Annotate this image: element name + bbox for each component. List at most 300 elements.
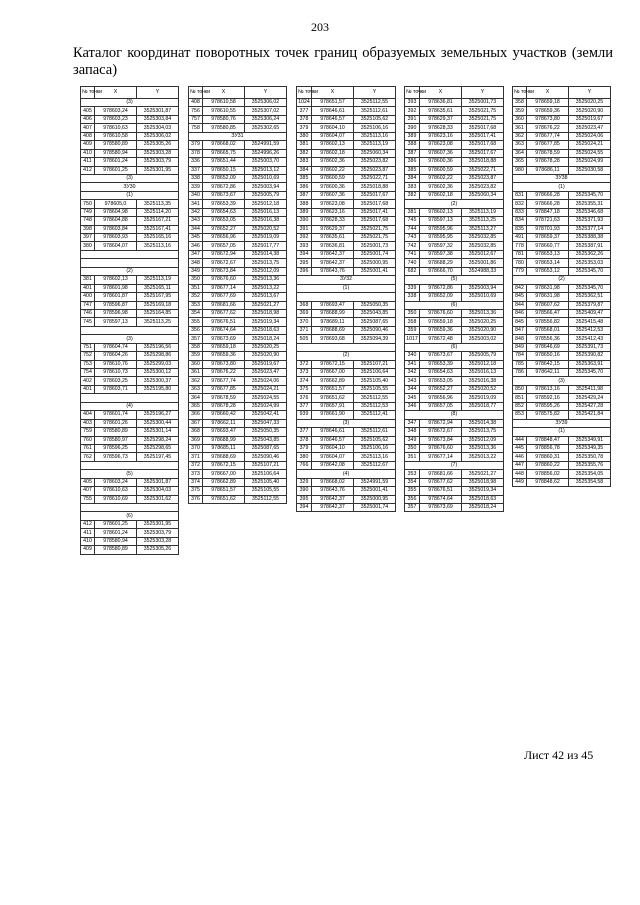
- point-number-cell: 361: [189, 369, 203, 377]
- table-row: [405, 208, 504, 216]
- header-point-number: № точки: [81, 87, 95, 99]
- section-label: (2): [405, 200, 504, 208]
- x-coordinate-cell: 978688,29: [420, 259, 462, 267]
- y-coordinate-cell: 3525013,22: [462, 453, 504, 461]
- y-coordinate-cell: 3525023,87: [462, 174, 504, 182]
- y-coordinate-cell: 3525021,75: [462, 115, 504, 123]
- table-row: [189, 284, 287, 292]
- table-row: [405, 132, 504, 140]
- x-coordinate-cell: 978653,13: [527, 250, 569, 258]
- x-coordinate-cell: 978651,57: [312, 385, 354, 393]
- x-coordinate-cell: 978602,13: [95, 276, 137, 284]
- x-coordinate-cell: 978602,18: [420, 191, 462, 199]
- x-coordinate-cell: 978613,16: [527, 385, 569, 393]
- section-label: (6): [405, 301, 504, 309]
- y-coordinate-cell: 3525167,41: [137, 225, 179, 233]
- table-row: [405, 394, 504, 402]
- point-number-cell: 381: [405, 208, 420, 216]
- point-number-cell: 849: [513, 343, 527, 351]
- table-row: [81, 343, 179, 351]
- point-number-cell: 380: [81, 242, 95, 250]
- x-coordinate-cell: 978653,05: [420, 377, 462, 385]
- y-coordinate-cell: 3525304,03: [137, 487, 179, 495]
- y-coordinate-cell: 3525167,21: [137, 217, 179, 225]
- table-row: [189, 208, 287, 216]
- section-row: [513, 419, 611, 427]
- x-coordinate-cell: 978677,74: [527, 132, 569, 140]
- header-x: X: [312, 87, 354, 99]
- point-number-cell: 408: [189, 99, 203, 107]
- table-row: [81, 276, 179, 284]
- x-coordinate-cell: 978678,28: [203, 402, 245, 410]
- x-coordinate-cell: 978651,57: [203, 487, 245, 495]
- x-coordinate-cell: 978701,93: [527, 225, 569, 233]
- y-coordinate-cell: 3525301,87: [137, 107, 179, 115]
- point-number-cell: 355: [405, 487, 420, 495]
- point-number-cell: 373: [189, 470, 203, 478]
- table-row: [297, 377, 396, 385]
- section-label: [81, 504, 179, 512]
- point-number-cell: 387: [297, 191, 312, 199]
- table-row: [405, 217, 504, 225]
- x-coordinate-cell: 978595,26: [527, 402, 569, 410]
- header-point-number: № точки: [513, 87, 527, 99]
- section-row: [297, 352, 396, 360]
- section-label: (4): [81, 402, 179, 410]
- point-number-cell: 354: [189, 309, 203, 317]
- table-row: [189, 326, 287, 334]
- point-number-cell: 343: [189, 217, 203, 225]
- x-coordinate-cell: 978635,61: [420, 107, 462, 115]
- y-coordinate-cell: 3525113,16: [137, 242, 179, 250]
- y-coordinate-cell: 3525306,02: [137, 132, 179, 140]
- y-coordinate-cell: 3525113,19: [462, 208, 504, 216]
- y-coordinate-cell: 3525019,67: [245, 360, 287, 368]
- header-x: X: [527, 87, 569, 99]
- section-row: [81, 259, 179, 267]
- y-coordinate-cell: 3525113,27: [462, 225, 504, 233]
- x-coordinate-cell: 978689,11: [312, 318, 354, 326]
- point-number-cell: 446: [513, 453, 527, 461]
- x-coordinate-cell: 978677,85: [203, 385, 245, 393]
- table-header-row: [189, 87, 287, 99]
- point-number-cell: 386: [405, 158, 420, 166]
- x-coordinate-cell: 978676,22: [203, 369, 245, 377]
- y-coordinate-cell: 3525305,26: [137, 141, 179, 149]
- x-coordinate-cell: 978847,18: [527, 208, 569, 216]
- table-row: [189, 470, 287, 478]
- point-number-cell: 407: [81, 124, 95, 132]
- point-number-cell: 778: [513, 242, 527, 250]
- x-coordinate-cell: 978580,76: [203, 115, 245, 123]
- y-coordinate-cell: 3525013,12: [245, 166, 287, 174]
- x-coordinate-cell: 978610,63: [95, 487, 137, 495]
- point-number-cell: 366: [189, 411, 203, 419]
- x-coordinate-cell: 978604,10: [312, 444, 354, 452]
- y-coordinate-cell: 3525014,38: [245, 250, 287, 258]
- point-number-cell: 447: [513, 461, 527, 469]
- y-coordinate-cell: 3525022,71: [354, 174, 396, 182]
- y-coordinate-cell: 3525113,19: [137, 276, 179, 284]
- y-coordinate-cell: 3525087,65: [245, 444, 287, 452]
- point-number-cell: 741: [405, 250, 420, 258]
- y-coordinate-cell: 3525023,47: [569, 124, 611, 132]
- point-number-cell: 374: [297, 377, 312, 385]
- x-coordinate-cell: 978653,14: [527, 259, 569, 267]
- x-coordinate-cell: 978666,28: [527, 191, 569, 199]
- y-coordinate-cell: 3525019,67: [569, 115, 611, 123]
- table-row: [297, 225, 396, 233]
- y-coordinate-cell: 3525105,55: [354, 385, 396, 393]
- y-coordinate-cell: 3525024,06: [245, 377, 287, 385]
- section-row: [81, 250, 179, 258]
- table-header-row: [405, 87, 504, 99]
- x-coordinate-cell: 978665,75: [203, 149, 245, 157]
- table-row: [405, 369, 504, 377]
- catalog-table-1: [80, 86, 179, 555]
- y-coordinate-cell: 3525300,37: [137, 377, 179, 385]
- table-row: [297, 259, 396, 267]
- y-coordinate-cell: 3525018,98: [245, 309, 287, 317]
- x-coordinate-cell: 978676,22: [527, 124, 569, 132]
- point-number-cell: 740: [405, 259, 420, 267]
- y-coordinate-cell: 3525020,90: [245, 352, 287, 360]
- x-coordinate-cell: 978575,82: [527, 411, 569, 419]
- table-row: [297, 191, 396, 199]
- point-number-cell: 381: [297, 141, 312, 149]
- point-number-cell: 388: [297, 200, 312, 208]
- point-number-cell: 353: [405, 470, 420, 478]
- table-row: [297, 99, 396, 107]
- table-row: [297, 369, 396, 377]
- x-coordinate-cell: 978652,09: [203, 174, 245, 182]
- x-coordinate-cell: 978651,62: [312, 394, 354, 402]
- table-row: [405, 428, 504, 436]
- y-coordinate-cell: 3525023,47: [245, 369, 287, 377]
- x-coordinate-cell: 978646,69: [527, 343, 569, 351]
- y-coordinate-cell: 3525024,99: [245, 402, 287, 410]
- x-coordinate-cell: 978672,67: [420, 428, 462, 436]
- y-coordinate-cell: 3525090,46: [354, 326, 396, 334]
- y-coordinate-cell: 3525112,41: [354, 411, 396, 419]
- table-row: [513, 301, 611, 309]
- point-number-cell: 377: [297, 107, 312, 115]
- table-row: [405, 141, 504, 149]
- table-row: [405, 124, 504, 132]
- table-row: [189, 478, 287, 486]
- y-coordinate-cell: 3525196,56: [137, 343, 179, 351]
- y-coordinate-cell: 3525050,35: [245, 428, 287, 436]
- x-coordinate-cell: 978601,98: [95, 284, 137, 292]
- point-number-cell: 345: [189, 234, 203, 242]
- x-coordinate-cell: 978652,27: [203, 225, 245, 233]
- point-number-cell: 365: [189, 402, 203, 410]
- y-coordinate-cell: 3525306,24: [245, 115, 287, 123]
- x-coordinate-cell: 978652,09: [420, 293, 462, 301]
- y-coordinate-cell: 3525113,16: [354, 132, 396, 140]
- y-coordinate-cell: 3525013,36: [462, 309, 504, 317]
- table-row: [189, 124, 287, 132]
- section-row: [405, 301, 504, 309]
- table-row: [81, 495, 179, 503]
- point-number-cell: 367: [189, 419, 203, 427]
- point-number-cell: 390: [297, 487, 312, 495]
- point-number-cell: 355: [189, 318, 203, 326]
- x-coordinate-cell: 978623,08: [420, 141, 462, 149]
- table-row: [189, 276, 287, 284]
- y-coordinate-cell: 3525303,28: [137, 149, 179, 157]
- x-coordinate-cell: 978688,69: [312, 326, 354, 334]
- table-row: [81, 242, 179, 250]
- section-label: (5): [81, 470, 179, 478]
- section-label: [297, 343, 396, 351]
- y-coordinate-cell: 3525012,18: [245, 200, 287, 208]
- table-row: [297, 149, 396, 157]
- x-coordinate-cell: 978651,62: [203, 495, 245, 503]
- point-number-cell: 748: [81, 217, 95, 225]
- table-row: [189, 385, 287, 393]
- point-number-cell: 408: [81, 132, 95, 140]
- y-coordinate-cell: 3525196,27: [137, 411, 179, 419]
- x-coordinate-cell: 978631,98: [527, 284, 569, 292]
- x-coordinate-cell: 978602,22: [420, 174, 462, 182]
- y-coordinate-cell: 3525032,85: [462, 234, 504, 242]
- y-coordinate-cell: 3525303,79: [137, 529, 179, 537]
- x-coordinate-cell: 978604,07: [312, 453, 354, 461]
- point-number-cell: 391: [297, 225, 312, 233]
- page-title: Каталог координат поворотных точек границ образуемых земельных участков (земли запаса): [73, 45, 613, 78]
- x-coordinate-cell: 978673,69: [420, 504, 462, 512]
- x-coordinate-cell: 978856,02: [527, 470, 569, 478]
- y-coordinate-cell: 3525030,58: [569, 166, 611, 174]
- table-row: [405, 242, 504, 250]
- y-coordinate-cell: 3525363,91: [569, 360, 611, 368]
- table-row: [189, 402, 287, 410]
- point-number-cell: 1024: [298, 99, 310, 106]
- table-row: [189, 411, 287, 419]
- point-number-cell: 375: [189, 487, 203, 495]
- table-row: [81, 385, 179, 393]
- table-row: [513, 158, 611, 166]
- table-row: [405, 402, 504, 410]
- y-coordinate-cell: 3525302,65: [245, 124, 287, 132]
- x-coordinate-cell: 978601,25: [95, 520, 137, 528]
- table-row: [513, 115, 611, 123]
- point-number-cell: 359: [189, 352, 203, 360]
- point-number-cell: 751: [81, 343, 95, 351]
- x-coordinate-cell: 978668,02: [312, 478, 354, 486]
- y-coordinate-cell: 3525090,46: [245, 453, 287, 461]
- y-coordinate-cell: 3525043,85: [245, 436, 287, 444]
- y-coordinate-cell: 3525024,55: [569, 149, 611, 157]
- table-row: [81, 444, 179, 452]
- x-coordinate-cell: 978685,11: [203, 444, 245, 452]
- y-coordinate-cell: 3525012,18: [462, 360, 504, 368]
- table-row: [81, 318, 179, 326]
- table-row: [513, 394, 611, 402]
- table-row: [189, 242, 287, 250]
- x-coordinate-cell: 978674,64: [420, 495, 462, 503]
- point-number-cell: 344: [189, 225, 203, 233]
- y-coordinate-cell: 3525353,03: [569, 259, 611, 267]
- table-row: [297, 183, 396, 191]
- x-coordinate-cell: 978681,66: [203, 301, 245, 309]
- table-row: [81, 166, 179, 174]
- x-coordinate-cell: 978666,70: [420, 267, 462, 275]
- point-number-cell: 358: [513, 99, 527, 107]
- x-coordinate-cell: 978601,87: [95, 293, 137, 301]
- y-coordinate-cell: 3525298,65: [137, 444, 179, 452]
- point-number-cell: 404: [81, 411, 95, 419]
- point-number-cell: 377: [297, 428, 312, 436]
- point-number-cell: 346: [189, 242, 203, 250]
- table-row: [189, 369, 287, 377]
- y-coordinate-cell: 3525105,55: [245, 487, 287, 495]
- table-row: [405, 309, 504, 317]
- table-row: [189, 318, 287, 326]
- x-coordinate-cell: 978672,15: [203, 461, 245, 469]
- point-number-cell: 394: [297, 250, 312, 258]
- x-coordinate-cell: 978600,59: [420, 166, 462, 174]
- x-coordinate-cell: 978603,24: [95, 107, 137, 115]
- y-coordinate-cell: 3525020,90: [569, 107, 611, 115]
- y-coordinate-cell: 3525020,52: [245, 225, 287, 233]
- table-row: [81, 520, 179, 528]
- y-coordinate-cell: 3524988,33: [462, 267, 504, 275]
- y-coordinate-cell: 3525018,24: [245, 335, 287, 343]
- x-coordinate-cell: 978667,00: [203, 470, 245, 478]
- table-row: [189, 293, 287, 301]
- point-number-cell: 377: [297, 402, 312, 410]
- x-coordinate-cell: 978642,15: [527, 360, 569, 368]
- table-row: [189, 444, 287, 452]
- x-coordinate-cell: 978580,94: [95, 149, 137, 157]
- point-number-cell: 402: [81, 377, 95, 385]
- point-number-cell: 392: [405, 107, 420, 115]
- y-coordinate-cell: 3525421,84: [569, 411, 611, 419]
- point-number-cell: 410: [81, 537, 95, 545]
- x-coordinate-cell: 978597,13: [95, 318, 137, 326]
- x-coordinate-cell: 978595,96: [420, 225, 462, 233]
- point-number-cell: 449: [513, 478, 527, 486]
- point-number-cell: 368: [297, 301, 312, 309]
- point-number-cell: 374: [189, 478, 203, 486]
- x-coordinate-cell: 978678,28: [527, 158, 569, 166]
- point-number-cell: 371: [189, 453, 203, 461]
- x-coordinate-cell: 978629,37: [312, 225, 354, 233]
- section-row: [513, 428, 611, 436]
- table-row: [513, 208, 611, 216]
- x-coordinate-cell: 978601,25: [95, 166, 137, 174]
- x-coordinate-cell: 978686,11: [527, 166, 569, 174]
- table-row: [405, 318, 504, 326]
- table-row: [405, 191, 504, 199]
- table-row: [513, 402, 611, 410]
- table-row: [297, 402, 396, 410]
- x-coordinate-cell: 978597,38: [420, 250, 462, 258]
- y-coordinate-cell: 3525106,16: [354, 444, 396, 452]
- x-coordinate-cell: 978601,24: [95, 158, 137, 166]
- point-number-cell: 832: [513, 200, 527, 208]
- x-coordinate-cell: 978688,69: [203, 453, 245, 461]
- y-coordinate-cell: 3525354,05: [569, 470, 611, 478]
- section-row: [81, 402, 179, 410]
- table-row: [189, 174, 287, 182]
- x-coordinate-cell: 978677,62: [420, 478, 462, 486]
- header-y: Y: [462, 87, 504, 99]
- point-number-cell: 362: [513, 132, 527, 140]
- table-row: [189, 191, 287, 199]
- table-row: [405, 158, 504, 166]
- x-coordinate-cell: 978604,07: [95, 242, 137, 250]
- point-number-cell: 378: [189, 149, 203, 157]
- y-coordinate-cell: 3525013,67: [245, 293, 287, 301]
- table-row: [189, 301, 287, 309]
- x-coordinate-cell: 978610,58: [95, 132, 137, 140]
- table-row: [513, 411, 611, 419]
- x-coordinate-cell: 978657,05: [420, 402, 462, 410]
- table-row: [81, 428, 179, 436]
- point-number-cell: 364: [189, 394, 203, 402]
- y-coordinate-cell: 3525300,12: [137, 369, 179, 377]
- table-row: [81, 436, 179, 444]
- point-number-cell: 785: [513, 360, 527, 368]
- x-coordinate-cell: 978628,33: [312, 217, 354, 225]
- table-row: [189, 360, 287, 368]
- table-row: [405, 352, 504, 360]
- x-coordinate-cell: 978659,36: [203, 352, 245, 360]
- x-coordinate-cell: 978650,16: [527, 352, 569, 360]
- catalog-table-2: [188, 86, 287, 504]
- x-coordinate-cell: 978603,84: [95, 225, 137, 233]
- y-coordinate-cell: 3525023,82: [462, 183, 504, 191]
- section-row: [81, 335, 179, 343]
- section-row: [81, 461, 179, 469]
- point-number-cell: 853: [513, 411, 527, 419]
- point-number-cell: 380: [297, 453, 312, 461]
- table-row: [297, 217, 396, 225]
- x-coordinate-cell: 978677,69: [203, 293, 245, 301]
- y-coordinate-cell: 3525112,61: [354, 107, 396, 115]
- table-row: [81, 453, 179, 461]
- table-row: [297, 495, 396, 503]
- y-coordinate-cell: 3525017,41: [354, 208, 396, 216]
- point-number-cell: 356: [189, 326, 203, 334]
- table-row: [513, 478, 611, 486]
- y-coordinate-cell: 3525412,43: [569, 335, 611, 343]
- x-coordinate-cell: 978653,05: [203, 217, 245, 225]
- table-row: [189, 428, 287, 436]
- x-coordinate-cell: 978676,60: [420, 444, 462, 452]
- x-coordinate-cell: 978677,74: [203, 377, 245, 385]
- table-row: [189, 453, 287, 461]
- table-row: [405, 174, 504, 182]
- point-number-cell: 376: [297, 394, 312, 402]
- table-row: [81, 529, 179, 537]
- table-row: [297, 444, 396, 452]
- section-label: (6): [405, 343, 504, 351]
- y-coordinate-cell: 3525409,47: [569, 309, 611, 317]
- table-row: [189, 377, 287, 385]
- y-coordinate-cell: 3525017,67: [354, 191, 396, 199]
- point-number-cell: 444: [513, 436, 527, 444]
- x-coordinate-cell: 978642,37: [312, 250, 354, 258]
- table-row: [513, 461, 611, 469]
- table-row: [405, 99, 504, 107]
- x-coordinate-cell: 978602,18: [312, 149, 354, 157]
- section-label: [81, 394, 179, 402]
- y-coordinate-cell: 3525412,53: [569, 326, 611, 334]
